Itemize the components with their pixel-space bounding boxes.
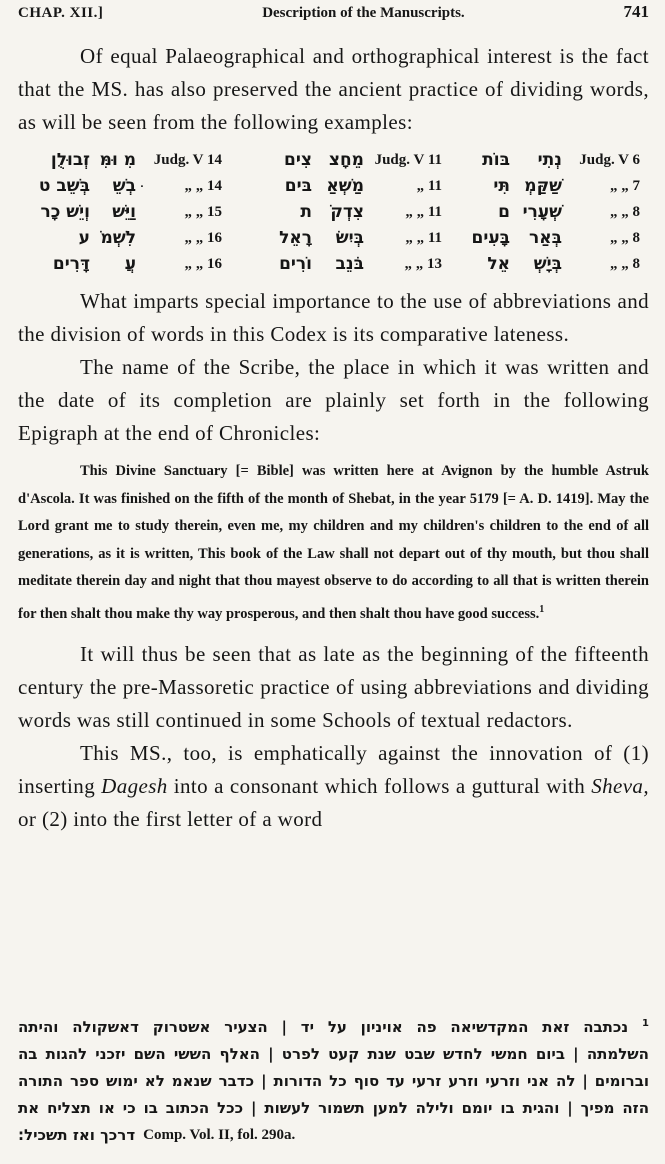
examples-table	[18, 147, 649, 277]
verse-reference: „ „ 8	[610, 255, 640, 272]
hebrew-word: מַשְׁאַ	[326, 176, 364, 196]
footnote-hebrew: נכתבה זאת המקדשיאה פה אויניון על יד | הצעיר אשטרוק דאשקולה והיתה	[18, 1018, 629, 1036]
footnote-last-line	[18, 1122, 649, 1149]
page-number: 741	[623, 2, 649, 21]
hebrew-word: זְבוּלֻן	[50, 150, 90, 170]
examples-row	[18, 225, 649, 251]
header-title: Description of the Manuscripts.	[262, 5, 465, 21]
hebrew-word: בָּעִים	[471, 228, 510, 248]
hebrew-word: בֹּנֵב	[335, 254, 364, 274]
verse-reference: „ „ 13	[404, 255, 442, 272]
hebrew-word: וְיֵשׁ כָר	[40, 202, 90, 222]
paragraph-4: It will thus be seen that as late as the beginning of the fifteenth century the pre-Massoretic practice of using abbreviations and dividing words was still continued in some Schools of textual redactors.	[18, 641, 649, 732]
examples-row	[18, 199, 649, 225]
epigraph-quote	[18, 458, 649, 628]
paragraph-3: The name of the Scribe, the place in which it was written and the date of its completion are plainly set forth in the following Epigraph at the end of Chronicles:	[18, 355, 649, 445]
footnote	[18, 1010, 649, 1149]
hebrew-word: צִדְקֹ	[330, 202, 364, 222]
footnote-marker: 1	[539, 603, 545, 615]
footnote-citation: Comp. Vol. II, fol. 290a.	[143, 1127, 296, 1143]
verse-reference: „ „ 16	[184, 229, 222, 246]
verse-reference: „ „ 11	[405, 203, 442, 220]
hebrew-word: תִּי	[493, 176, 510, 196]
term-dagesh: Dagesh	[101, 773, 168, 798]
paragraph-5-text: or (2) into the first letter of a word	[18, 806, 323, 831]
hebrew-word: דָּרִים	[52, 254, 90, 274]
paragraph-5-text: This MS., too, is emphatically against the innovation of (1) inserting	[18, 740, 649, 798]
hebrew-word: רָאֵל	[279, 228, 312, 248]
running-header	[18, 0, 649, 32]
footnote-line: וברומים | לה אני וזרעי וזרע זרעי עד סוף כל הדורות | כדבר שנאמ לא ימוש ספר התורה	[18, 1072, 649, 1090]
examples-row	[18, 173, 649, 199]
hebrew-word: וֹרִים	[279, 254, 312, 274]
verse-reference: Judg. V 14	[153, 151, 222, 168]
verse-reference: „ „ 7	[610, 177, 640, 194]
verse-reference: „ „ 11	[405, 229, 442, 246]
paragraph-1: Of equal Palaeographical and orthographical interest is the fact that the MS. has also preserved the ancient practice of dividing words, as will be seen from the following examples:	[18, 44, 649, 134]
examples-row	[18, 251, 649, 277]
hebrew-word: מִ וּמִּ	[99, 150, 136, 170]
footnote-line: הזה מפיך | והגית בו יומם ולילה למען תשמור לעשות | ככל הכתוב בו כי או תצליח את	[18, 1099, 649, 1117]
verse-reference: „ 11	[416, 177, 442, 194]
hebrew-word: בּים	[284, 176, 312, 196]
hebrew-word: עֲ	[124, 254, 136, 274]
paragraph-5-text: into a consonant which follows a guttural with	[167, 773, 592, 798]
verse-reference: Judg. V 11	[374, 151, 442, 168]
hebrew-word: אֵל	[487, 254, 510, 274]
hebrew-word: בּוֹת	[482, 150, 510, 170]
verse-reference: „ „ 16	[184, 255, 222, 272]
paragraph-2: What imparts special importance to the use of abbreviations and the division of words in this Codex is its comparative lateness.	[18, 289, 649, 346]
hebrew-word: בְּשֵׁב ט	[38, 176, 90, 196]
hebrew-word: בְּיִשׂ	[335, 228, 364, 248]
verse-reference: „ „ 8	[610, 203, 640, 220]
hebrew-word: שַׁקַּמְ	[524, 176, 562, 196]
hebrew-word: שְׁעָרִי	[522, 202, 562, 222]
examples-row	[18, 147, 649, 173]
hebrew-word: נְתִי	[537, 150, 562, 170]
footnote-line	[18, 1010, 649, 1041]
footnote-number: 1	[642, 1018, 649, 1029]
hebrew-word: וַיֵּשׁ	[112, 202, 136, 222]
verse-reference: „ „ 15	[184, 203, 222, 220]
footnote-line: השלמתה | ביום חמשי לחדש שבט שנת קעט לפרט | האלף הששי השם יזכני להגות בה	[18, 1045, 649, 1063]
chapter-label: CHAP. XII.]	[18, 5, 104, 21]
hebrew-word: לִשְׁמֹ	[100, 228, 136, 248]
hebrew-word: ת	[300, 202, 312, 222]
hebrew-word: צִים	[284, 150, 312, 170]
paragraph-5	[18, 737, 649, 836]
verse-reference: „ „ 14	[184, 177, 222, 194]
epigraph-text: This Divine Sanctuary [= Bible] was written here at Avignon by the humble Astruk d'Ascola. It was finished on the fifth of the month of Shebat, in the year 5179 [= A. D. 1419]. May the Lord grant me to study therein, even me, my children and my children's children to the end of all generations, as it is written, This book of the Law shall not depart out of thy mouth, but thou shall meditate therein day and night that thou mayest observe to do according to all that is written therein for then shalt thou make thy way prosperous, and then shalt thou have good success.	[18, 463, 649, 622]
verse-reference: Judg. V 6	[579, 151, 640, 168]
hebrew-word: ם	[498, 202, 510, 222]
hebrew-word: בְּאַר	[529, 228, 562, 248]
footnote-hebrew-end: דרכך ואז תשכיל:	[18, 1126, 136, 1144]
hebrew-word: בְּיָשְׁ	[533, 254, 562, 274]
hebrew-word: ּבְשֵׁ	[112, 176, 136, 196]
hebrew-word: מֵחָצ	[328, 150, 364, 170]
term-sheva: Sheva,	[591, 773, 649, 798]
verse-reference: „ „ 8	[610, 229, 640, 246]
hebrew-word: ע	[78, 228, 90, 248]
